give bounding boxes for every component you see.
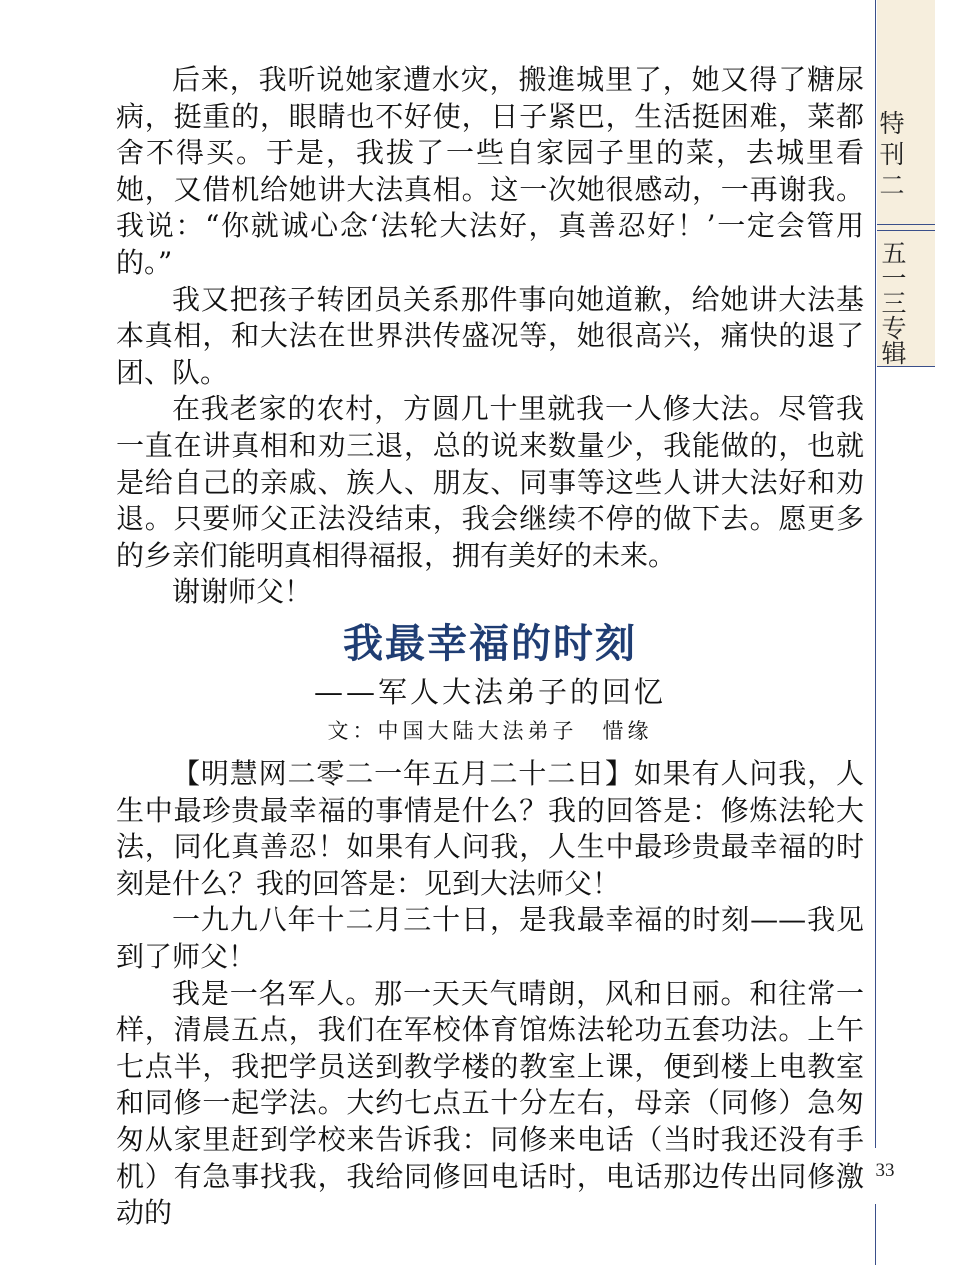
paragraph: 一九九八年十二月三十日，是我最幸福的时刻——我见到了师父！ bbox=[116, 903, 864, 973]
article-byline: 文：中国大陆大法弟子 惜缘 bbox=[327, 719, 653, 743]
article-subtitle: ——军人大法弟子的回忆 bbox=[313, 675, 666, 709]
paragraph: 我是一名军人。那一天天气晴朗，风和日丽。和往常一样，清晨五点，我们在军校体育馆炼法轮功五套功法。上午七点半，我把学员送到教学楼的教室上课，便到楼上电教室和同修一起学法。大约七点五十分左右，母亲（同修）急匆匆从家里赶到学校来告诉我：同修来电话（当时我还没有手机）有急事找我，我给同修回电话时，电话那边传出同修激动的 bbox=[116, 976, 864, 1230]
margin-rule bbox=[875, 0, 876, 1148]
paragraph: 在我老家的农村，方圆几十里就我一人修大法。尽管我一直在讲真相和劝三退，总的说来数量少，我能做的，也就是给自己的亲戚、族人、朋友、同事等这些人讲大法好和劝退。只要师父正法没结束，我会继续不停的做下去。愿更多的乡亲们能明真相得福报，拥有美好的未来。 bbox=[116, 392, 864, 572]
section-sublabel: 五一三专辑 bbox=[878, 240, 907, 365]
side-divider bbox=[877, 224, 935, 225]
side-divider bbox=[877, 230, 935, 231]
paragraph: 【明慧网二零二一年五月二十二日】如果有人问我，人生中最珍贵最幸福的事情是什么？我的回答是：修炼法轮大法，同化真善忍！如果有人问我，人生中最珍贵最幸福的时刻是什么？我的回答是：见到大法师父！ bbox=[116, 757, 864, 900]
article-body bbox=[116, 756, 864, 1232]
page-number: 33 bbox=[875, 1160, 895, 1181]
section-label: 特刊二 bbox=[876, 110, 905, 203]
paragraph: 我又把孩子转团员关系那件事向她道歉，给她讲大法基本真相，和大法在世界洪传盛况等，她很高兴，痛快的退了团、队。 bbox=[116, 282, 864, 389]
paragraph: 谢谢师父！ bbox=[172, 575, 313, 609]
side-divider bbox=[877, 366, 935, 367]
previous-article-text bbox=[116, 62, 864, 611]
article-title: 我最幸福的时刻 bbox=[343, 620, 637, 667]
margin-rule bbox=[875, 1204, 876, 1265]
paragraph: 后来，我听说她家遭水灾，搬進城里了，她又得了糖尿病，挺重的，眼睛也不好使，日子紧巴，生活挺困难，菜都舍不得买。于是，我拔了一些自家园子里的菜，去城里看她，又借机给她讲大法真相。这一次她很感动，一再谢我。我说：“你就诚心念‘法轮大法好，真善忍好！’一定会管用的。” bbox=[116, 63, 864, 279]
